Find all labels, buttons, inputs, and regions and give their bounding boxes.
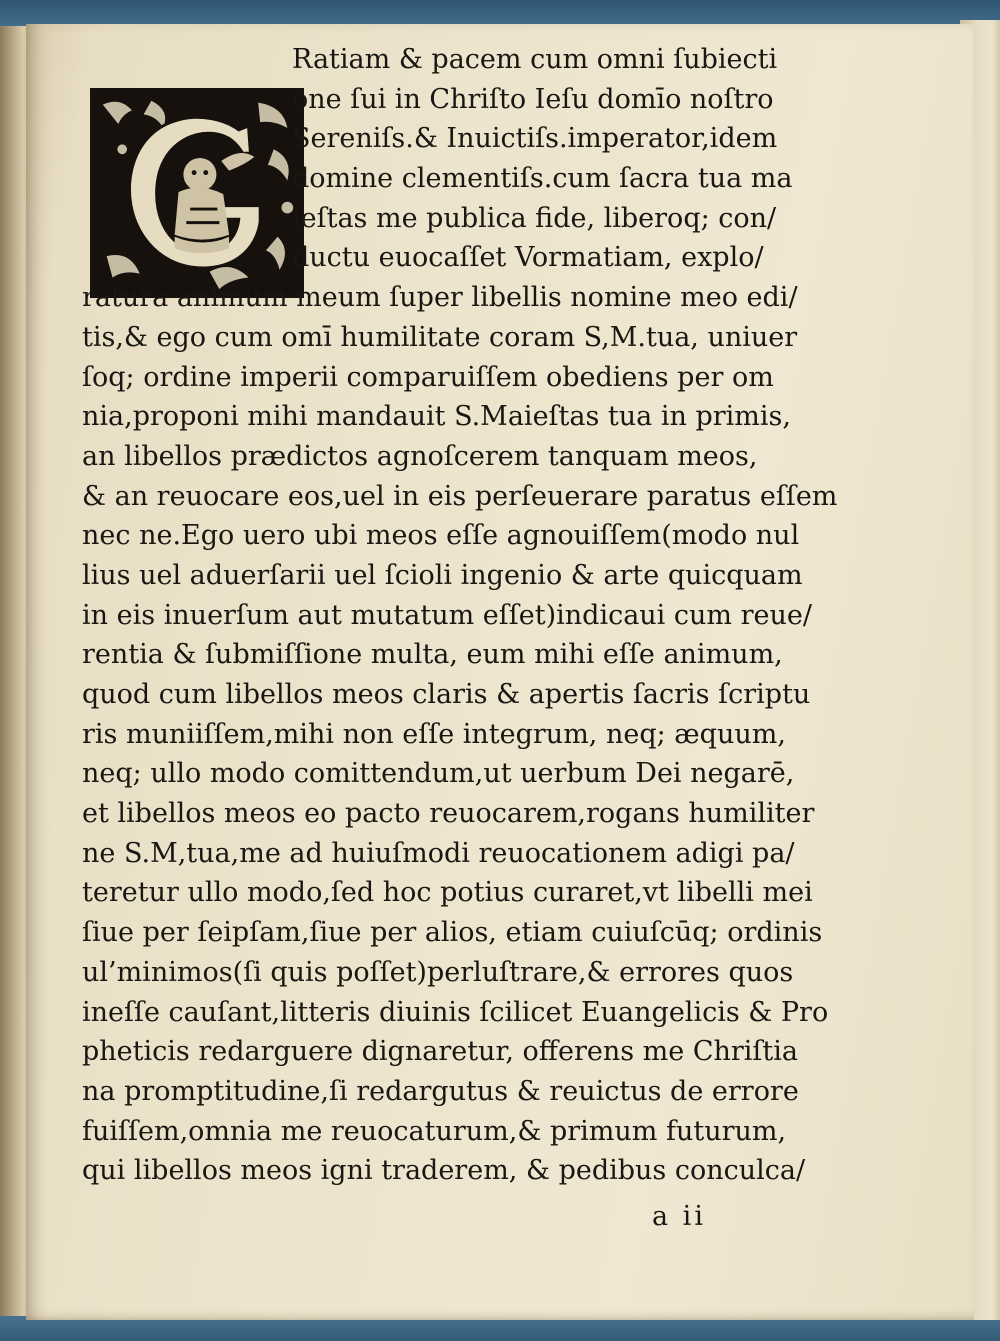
text-line: one ſui in Chriſto Ieſu domīo noſtro [292, 83, 774, 115]
text-line: quod cum libellos meos claris & apertis ſacris ſcriptu [82, 679, 811, 710]
text-line: neq; ullo modo comittendum,ut uerbum Dei negarē, [82, 758, 795, 790]
text-line: teretur ullo modo,ſed hoc potius curaret,vt libelli mei [82, 877, 813, 909]
text-line: ratura animum meum ſuper libellis nomine meo edi/ [82, 282, 798, 314]
text-line: ſiue per ſeipſam,ſiue per alios, etiam cuiuſcūq; ordinis [82, 917, 823, 949]
text-line: tis,& ego cum omī humilitate coram S,M.tua, uniuer [82, 321, 798, 353]
text-line: an libellos prædictos agnoſcerem tanquam meos, [82, 440, 758, 472]
text-line: nec ne.Ego uero ubi meos eſſe agnouiſſem(modo nul [82, 520, 800, 552]
text-line: ul’minimos(ſi quis poſſet)perluſtrare,& errores quos [82, 956, 794, 988]
text-line: in eis inuerſum aut mutatum eſſet)indicaui cum reue/ [82, 599, 812, 631]
text-line: & an reuocare eos,uel in eis perſeuerare paratus eſſem [82, 480, 838, 512]
text-line: ieſtas me publica fide, liberoq; con/ [292, 202, 777, 234]
text-line: et libellos meos eo pacto reuocarem,rogans humiliter [82, 798, 815, 830]
text-line: ris muniiſſem,mihi non eſſe integrum, neq; æquum, [82, 718, 786, 750]
text-line: Ratiam & pacem cum omni ſubiecti [292, 44, 778, 75]
text-line: ductu euocaſſet Vormatiam, explo/ [292, 242, 764, 274]
text-line: ineſſe cauſant,litteris diuinis ſcilicet Euangelicis & Pro [82, 996, 829, 1028]
text-line: ſoq; ordine imperii comparuiſſem obediens per om [82, 361, 774, 393]
text-line: Sereniſs.& Inuictiſs.imperator,idem [292, 123, 778, 155]
text-line: pheticis redarguere dignaretur, offerens me Chriſtia [82, 1036, 799, 1068]
text-line: fuiſſem,omnia me reuocaturum,& primum futurum, [82, 1115, 787, 1147]
text-line: rentia & ſubmiſſione multa, eum mihi eſſe animum, [82, 639, 783, 671]
text-line: domine clementiſs.cum ſacra tua ma [292, 163, 793, 195]
text-line: lius uel aduerſarii uel ſcioli ingenio & arte quicquam [82, 559, 803, 591]
text-line: ne S.M,tua,me ad huiuſmodi reuocationem adigi pa/ [82, 837, 795, 869]
body-text [82, 40, 838, 1237]
text-line: qui libellos meos igni traderem, & pedibus conculca/ [82, 1155, 806, 1187]
signature-mark: a ii [652, 1200, 706, 1232]
text-line: na promptitudine,ſi redargutus & reuictus de errore [82, 1075, 799, 1107]
text-line: nia,proponi mihi mandauit S.Maieſtas tua in primis, [82, 401, 791, 433]
